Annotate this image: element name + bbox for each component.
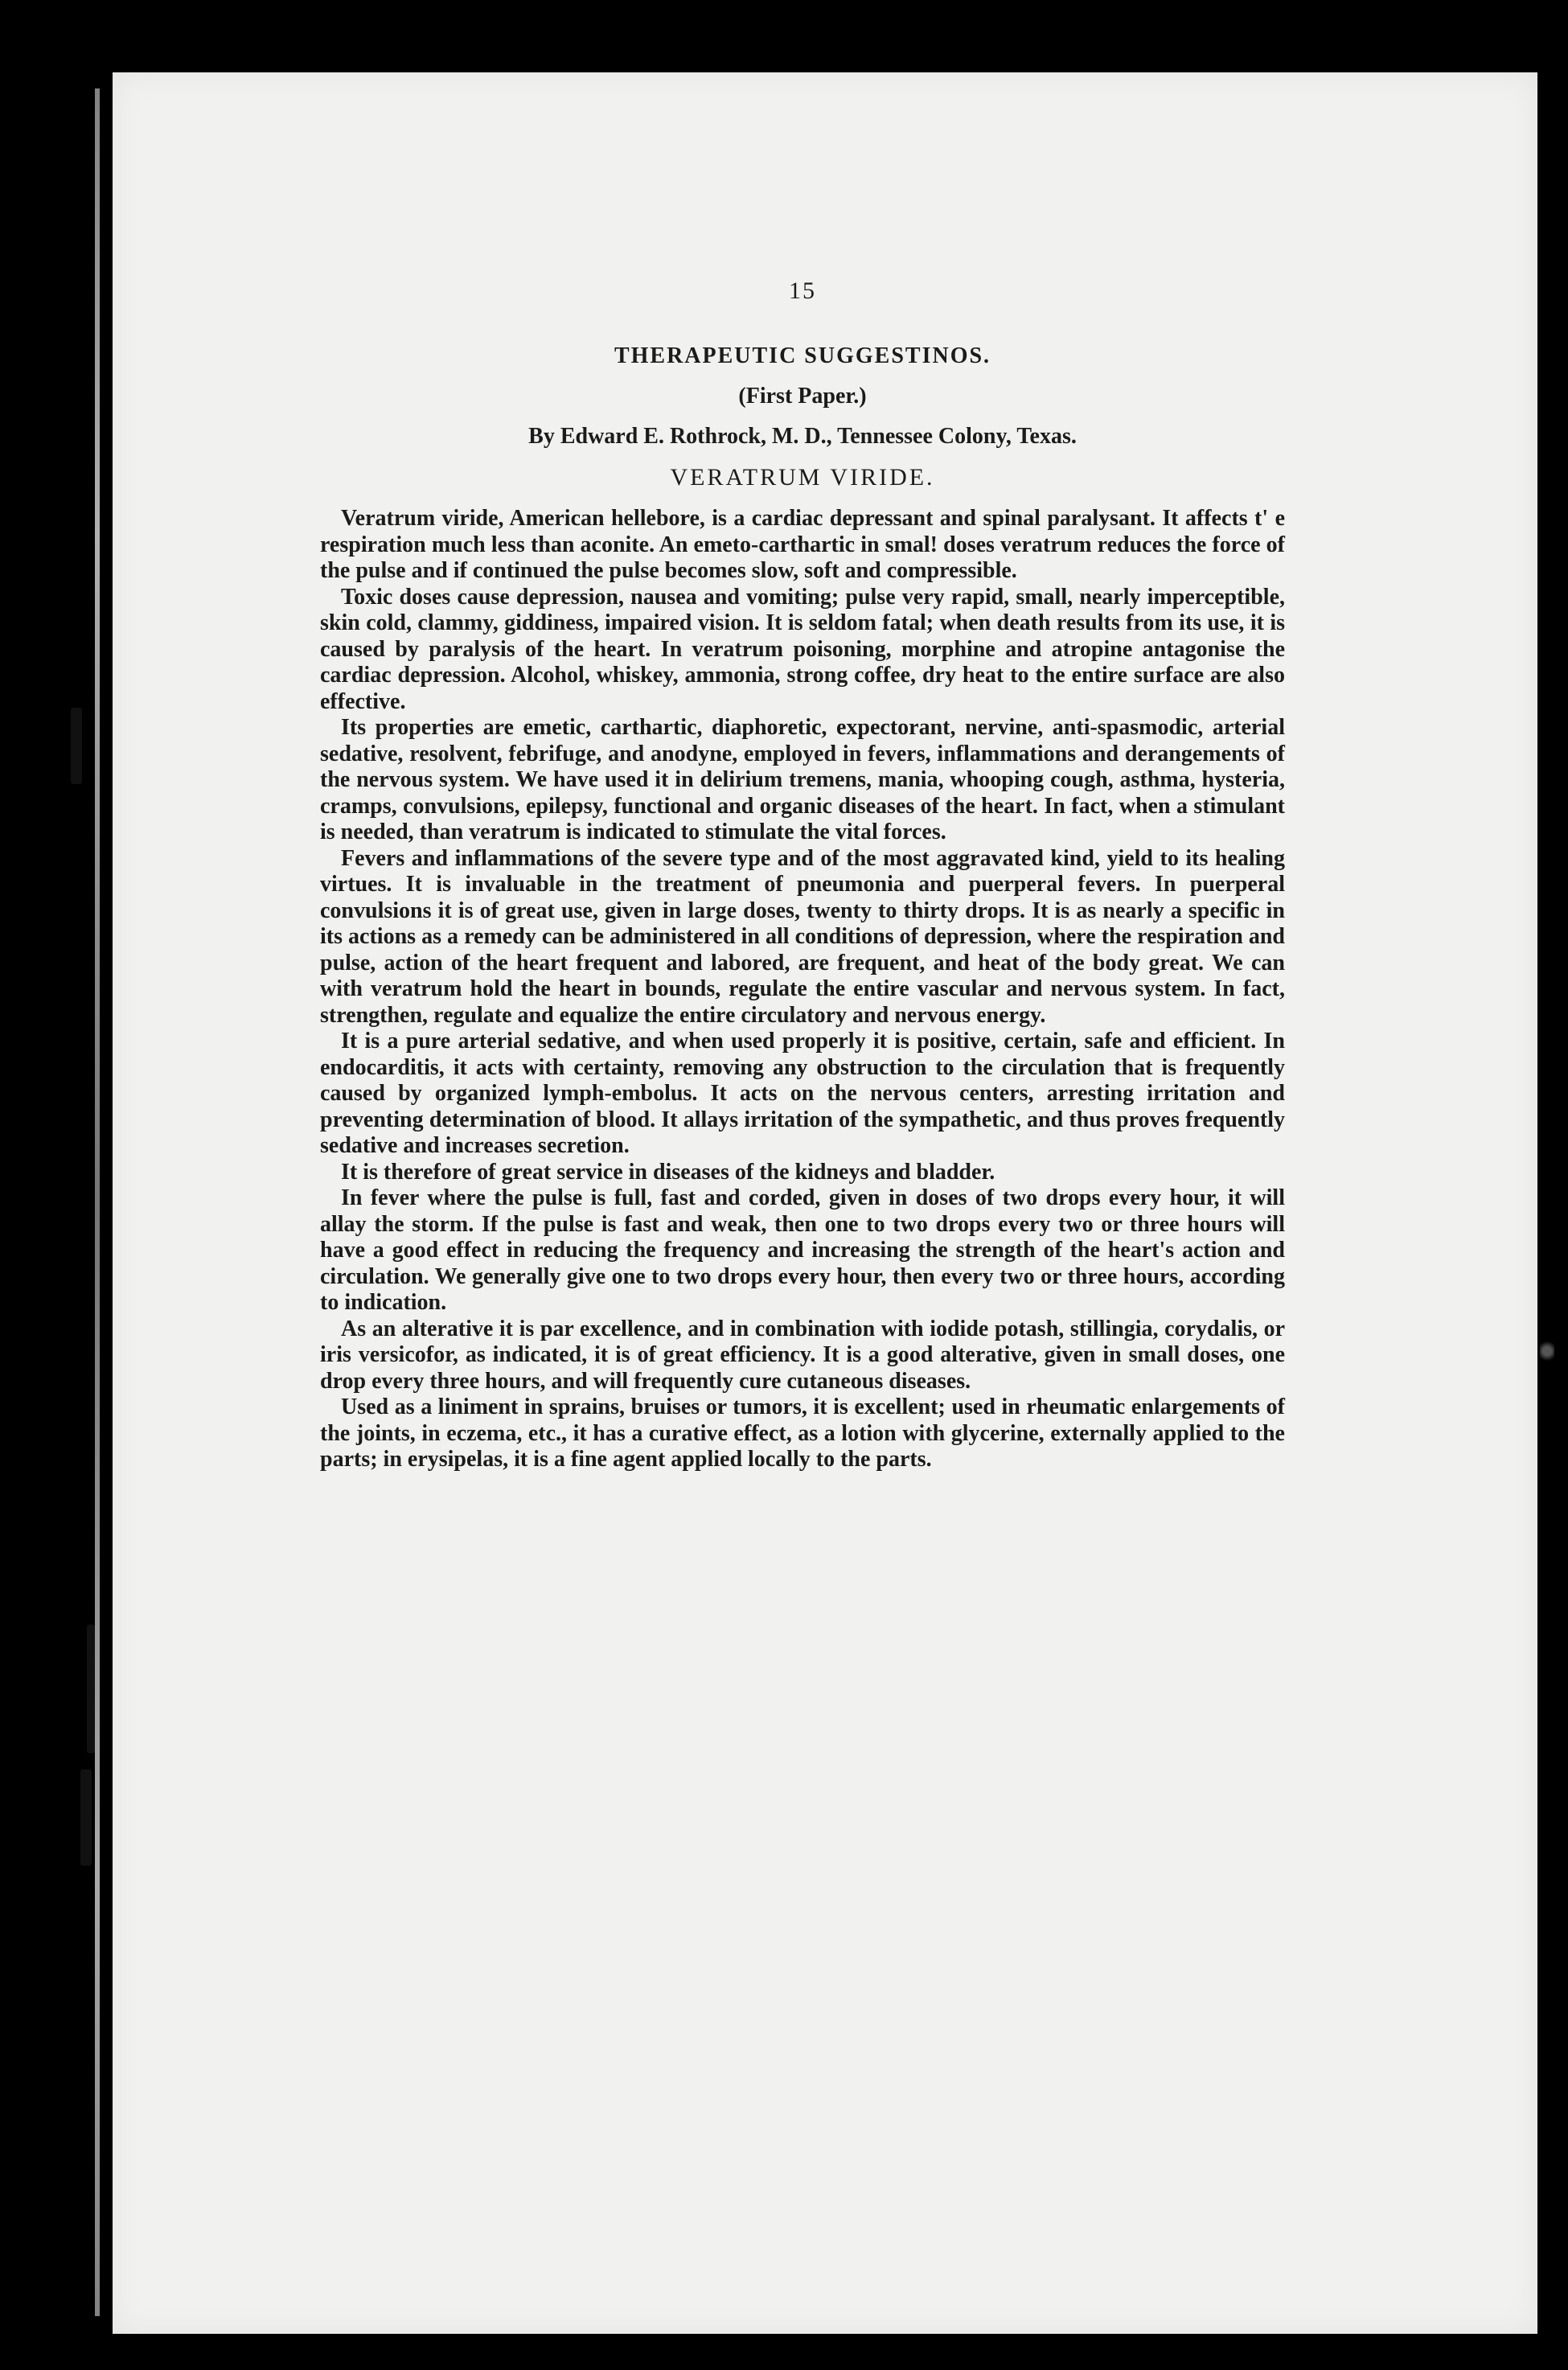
section-title: VERATRUM VIRIDE. bbox=[670, 464, 935, 491]
binding-mark-2 bbox=[87, 1624, 95, 1753]
paragraph: Its properties are emetic, carthartic, diaphoretic, expectorant, nervine, anti-spasmodic, arterial sedative, resolvent, febrifuge, and anodyne, employed in fevers, inflammations and derangements of the nervous system. We have used it in delirium tremens, mania, whooping cough, asthma, hysteria, cramps, convulsions, epilepsy, functional and organic diseases of the heart. In fact, when a stimulant is needed, than veratrum is indicated to stimulate the vital forces. bbox=[320, 715, 1285, 844]
edge-speck bbox=[1540, 1339, 1554, 1363]
paragraph: It is a pure arterial sedative, and when used properly it is positive, certain, safe and efficient. In endocarditis, it acts with certainty, removing any obstruction to the circulation that is frequently caused by organized lymph-embolus. It acts on the nervous centers, arresting irritation and preventing determination of blood. It allays irritation of the sympathetic, and thus proves frequently sedative and increases secretion. bbox=[320, 1029, 1285, 1158]
paragraph: Veratrum viride, American hellebore, is a cardiac depressant and spinal paralysant. It affects t' e respiration much less than aconite. An emeto-carthartic in smal! doses veratrum reduces the force of the pulse and if continued the pulse becomes slow, soft and compressible. bbox=[320, 506, 1285, 583]
article-title: THERAPEUTIC SUGGESTINOS. bbox=[614, 343, 991, 368]
page-content bbox=[320, 277, 1285, 1473]
paragraph: It is therefore of great service in diseases of the kidneys and bladder. bbox=[341, 1159, 995, 1185]
paragraph: Used as a liniment in sprains, bruises or tumors, it is excellent; used in rheumatic enlargements of the joints, in eczema, etc., it has a curative effect, as a lotion with glycerine, externally applied to the parts; in erysipelas, it is a fine agent applied locally to the parts. bbox=[320, 1394, 1285, 1472]
paragraph: As an alterative it is par excellence, and in combination with iodide potash, stillingia, corydalis, or iris versicofor, as indicated, it is of great efficiency. It is a good alterative, given in small doses, one drop every three hours, and will frequently cure cutaneous diseases. bbox=[320, 1316, 1285, 1394]
article-subtitle: (First Paper.) bbox=[738, 384, 867, 409]
page-number: 15 bbox=[789, 277, 816, 304]
paragraph: Fevers and inflammations of the severe type and of the most aggravated kind, yield to its healing virtues. It is invaluable in the treatment of pneumonia and puerperal fevers. In puerperal convulsions it is of great use, given in large doses, twenty to thirty drops. It is as nearly a specific in its actions as a remedy can be administered in all conditions of depression, where the respiration and pulse, action of the heart frequent and labored, are frequent, and heat of the body great. We can with veratrum hold the heart in bounds, regulate the entire vascular and nervous system. In fact, strengthen, regulate and equalize the entire circulatory and nervous energy. bbox=[320, 845, 1285, 1028]
binding-mark-1 bbox=[71, 708, 82, 784]
paragraph: In fever where the pulse is full, fast and corded, given in doses of two drops every hour, it will allay the storm. If the pulse is fast and weak, then one to two drops every two or three hours will have a good effect in reducing the frequency and increasing the strength of the heart's action and circulation. We generally give one to two drops every hour, then every two or three hours, according to indication. bbox=[320, 1185, 1285, 1315]
paragraph: Toxic doses cause depression, nausea and vomiting; pulse very rapid, small, nearly imperceptible, skin cold, clammy, giddiness, impaired vision. It is seldom fatal; when death results from its use, it is caused by paralysis of the heart. In veratrum poisoning, morphine and atropine antagonise the cardiac depression. Alcohol, whiskey, ammonia, strong coffee, dry heat to the entire surface are also effective. bbox=[320, 584, 1285, 714]
author-byline: By Edward E. Rothrock, M. D., Tennessee Colony, Texas. bbox=[528, 424, 1077, 449]
article-body bbox=[320, 506, 1285, 1473]
binding-mark-3 bbox=[80, 1769, 92, 1866]
binding-edge-line bbox=[95, 88, 100, 2316]
